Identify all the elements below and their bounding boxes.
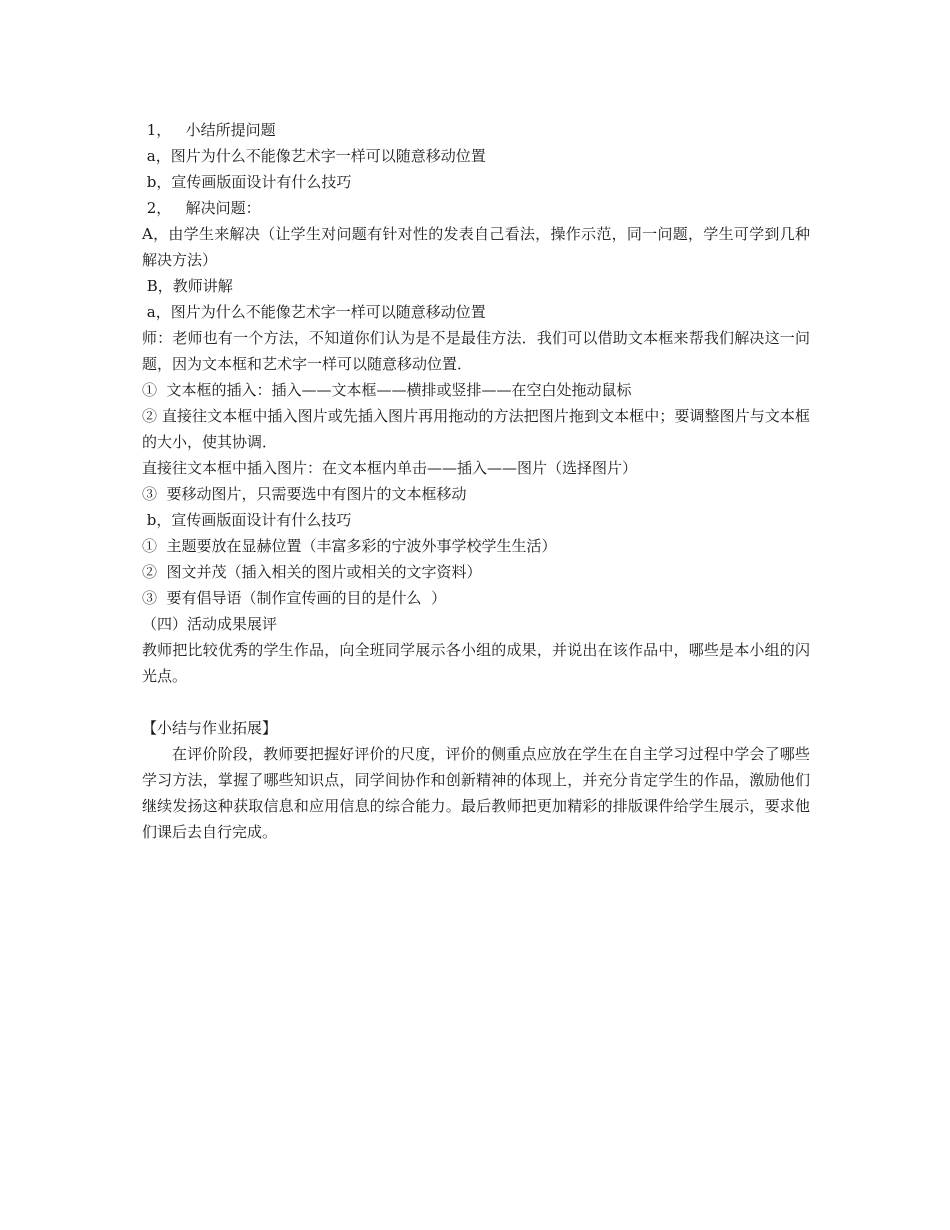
- text-line: b，宣传画版面设计有什么技巧: [142, 173, 352, 191]
- document-page: [142, 117, 810, 845]
- text-paragraph: A，由学生来解决（让学生对问题有针对性的发表自己看法，操作示范，同一问题，学生可学到几种解决方法）: [142, 225, 810, 269]
- text-line: ③ 要有倡导语（制作宣传画的目的是什么 ）: [142, 589, 447, 607]
- text-line: a，图片为什么不能像艺术字一样可以随意移动位置: [142, 303, 486, 321]
- text-line: 直接往文本框中插入图片：在文本框内单击——插入——图片（选择图片）: [142, 459, 638, 477]
- text-line: ① 文本框的插入：插入——文本框——横排或竖排——在空白处拖动鼠标: [142, 381, 632, 399]
- text-line: B，教师讲解: [142, 277, 233, 295]
- text-line: 2， 解决问题：: [142, 199, 261, 217]
- text-paragraph: 教师把比较优秀的学生作品，向全班同学展示各小组的成果，并说出在该作品中，哪些是本小组的闪光点。: [142, 641, 810, 685]
- text-line: ③ 要移动图片，只需要选中有图片的文本框移动: [142, 485, 467, 503]
- text-line: 1， 小结所提问题: [142, 121, 276, 139]
- section-heading: （四）活动成果展评: [142, 615, 278, 633]
- text-line: ① 主题要放在显赫位置（丰富多彩的宁波外事学校学生生活）: [142, 537, 557, 555]
- text-paragraph: 师：老师也有一个方法，不知道你们认为是不是最佳方法．我们可以借助文本框来帮我们解决这一问题，因为文本框和艺术字一样可以随意移动位置．: [142, 329, 810, 373]
- text-line: ② 图文并茂（插入相关的图片或相关的文字资料）: [142, 563, 482, 581]
- summary-paragraph: 在评价阶段，教师要把握好评价的尺度，评价的侧重点应放在学生在自主学习过程中学会了哪些学习方法，掌握了哪些知识点，同学间协作和创新精神的体现上，并充分肯定学生的作品，激励他们继续发扬这种获取信息和应用信息的综合能力。最后教师把更加精彩的排版课件给学生展示，要求他们课后去自行完成。: [142, 745, 810, 841]
- text-line: b，宣传画版面设计有什么技巧: [142, 511, 352, 529]
- text-paragraph: ② 直接往文本框中插入图片或先插入图片再用拖动的方法把图片拖到文本框中；要调整图片与文本框的大小，使其协调．: [142, 407, 810, 451]
- text-line: a，图片为什么不能像艺术字一样可以随意移动位置: [142, 147, 486, 165]
- spacer: [142, 689, 810, 715]
- summary-heading: 【小结与作业拓展】: [142, 719, 278, 737]
